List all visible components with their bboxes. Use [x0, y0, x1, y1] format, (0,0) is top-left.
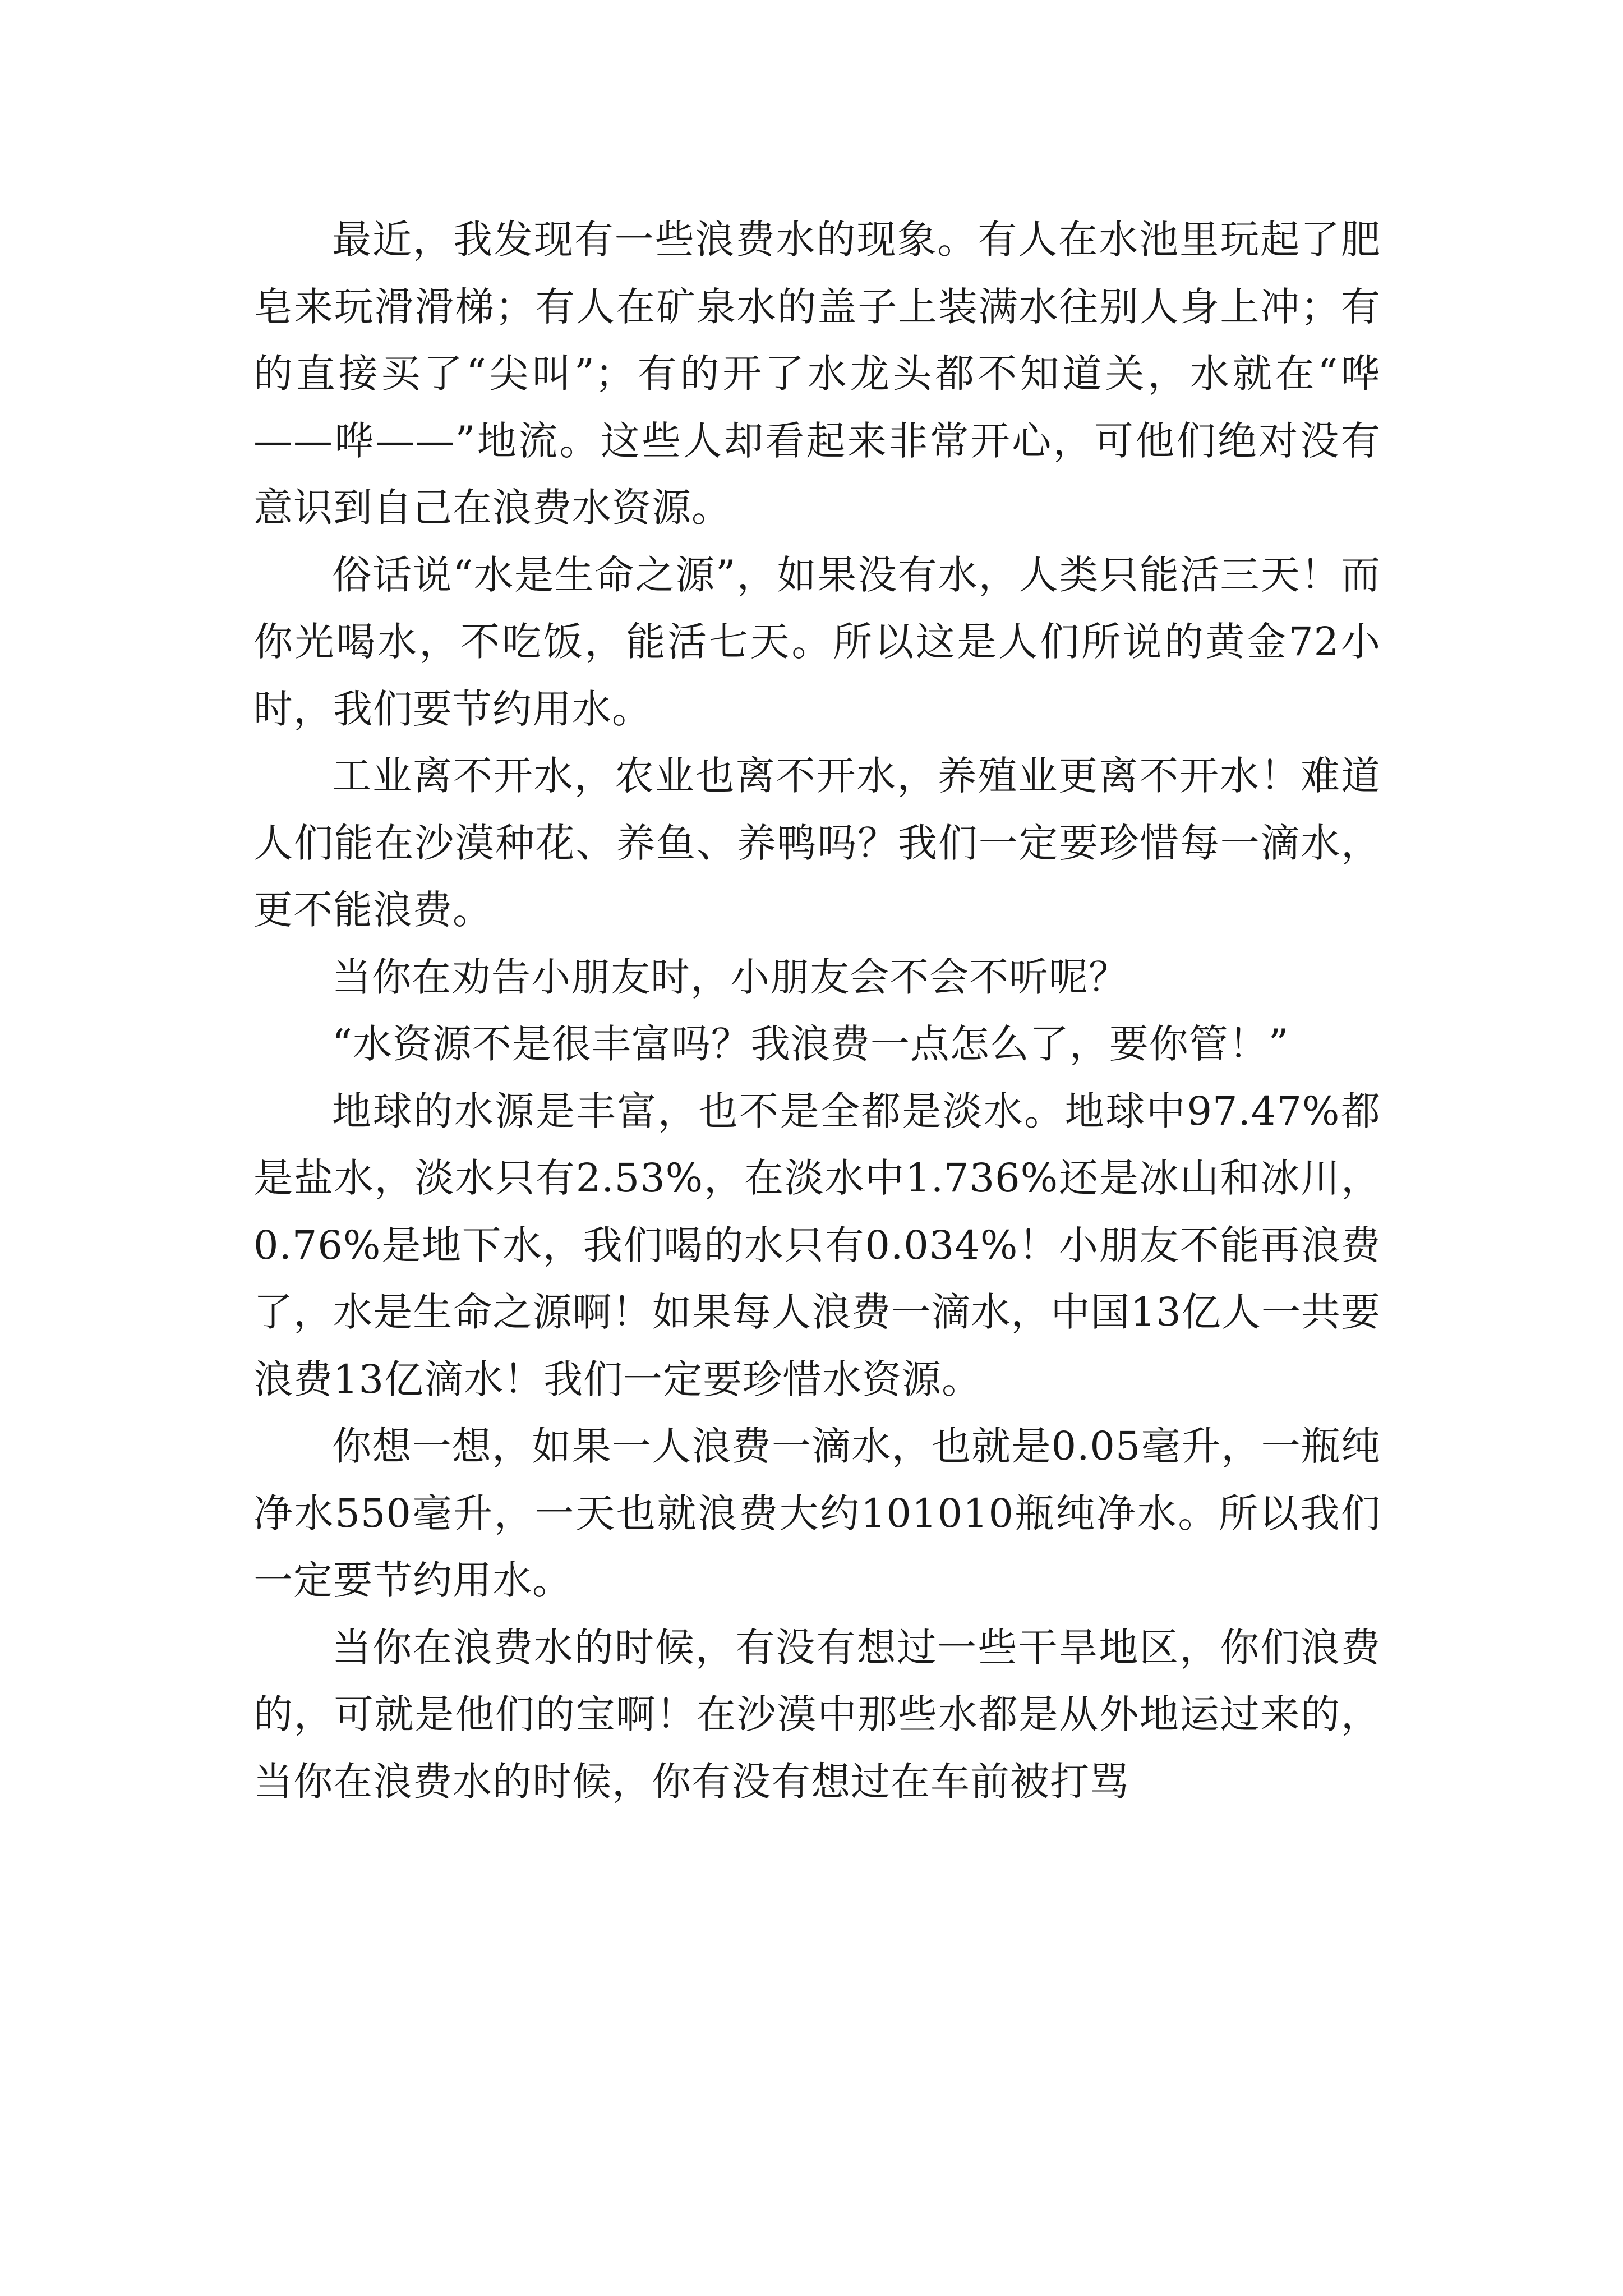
paragraph-7: 你想一想，如果一人浪费一滴水，也就是0.05毫升，一瓶纯净水550毫升，一天也就浪费大约101010瓶纯净水。所以我们一定要节约用水。 — [253, 1423, 1381, 1603]
paragraph-8: 当你在浪费水的时候，有没有想过一些干旱地区，你们浪费的，可就是他们的宝啊！在沙漠中那些水都是从外地运过来的，当你在浪费水的时候，你有没有想过在车前被打骂 — [253, 1624, 1381, 1805]
paragraph-6: 地球的水源是丰富，也不是全都是淡水。地球中97.47%都是盐水，淡水只有2.53%，在淡水中1.736%还是冰山和冰川，0.76%是地下水，我们喝的水只有0.034%！小朋友不能再浪费了，水是生命之源啊！如果每人浪费一滴水，中国13亿人一共要浪费13亿滴水！我们一定要珍惜水资源。 — [253, 1088, 1381, 1402]
paragraph-3: 工业离不开水，农业也离不开水，养殖业更离不开水！难道人们能在沙漠种花、养鱼、养鸭吗？我们一定要珍惜每一滴水，更不能浪费。 — [253, 753, 1381, 933]
paragraph-5: “水资源不是很丰富吗？我浪费一点怎么了，要你管！” — [332, 1021, 1289, 1067]
paragraph-4: 当你在劝告小朋友时，小朋友会不会不听呢？ — [332, 954, 1128, 1000]
document-body — [253, 206, 1381, 1815]
paragraph-2: 俗话说“水是生命之源”，如果没有水，人类只能活三天！而你光喝水，不吃饭，能活七天。所以这是人们所说的黄金72小时，我们要节约用水。 — [253, 551, 1381, 732]
paragraph-1: 最近，我发现有一些浪费水的现象。有人在水池里玩起了肥皂来玩滑滑梯；有人在矿泉水的盖子上装满水往别人身上冲；有的直接买了“尖叫”；有的开了水龙头都不知道关，水就在“哗——哗——”地流。这些人却看起来非常开心，可他们绝对没有意识到自己在浪费水资源。 — [253, 217, 1381, 531]
